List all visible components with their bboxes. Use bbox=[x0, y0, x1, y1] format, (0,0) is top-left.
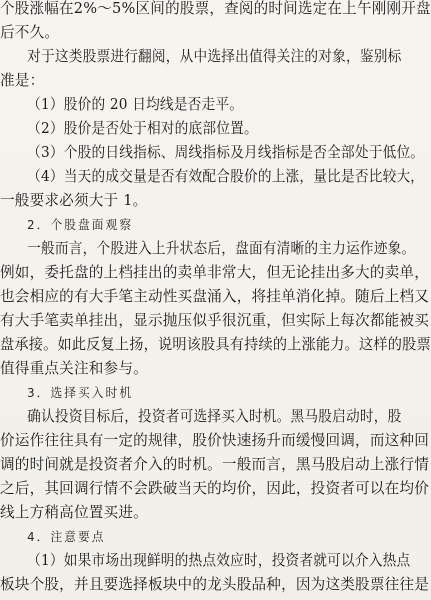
paragraph-line: 例如，委托盘的上档挂出的卖单非常大，但无论挂出多大的卖单， bbox=[0, 264, 430, 281]
section-heading: 3．选择买入时机 bbox=[27, 385, 134, 400]
paragraph-line: 也会相应的有大手笔主动性买盘涌入，将挂单消化掉。随后上档又 bbox=[0, 288, 430, 305]
paragraph-line: 确认投资目标后，投资者可选择买入时机。黑马股启动时，股 bbox=[27, 408, 402, 425]
paragraph-line: 板块个股，并且要选择板块中的龙头股品种，因为这类股票往往是 bbox=[0, 576, 430, 593]
paragraph-line: （1）如果市场出现鲜明的热点效应时，投资者就可以介入热点 bbox=[27, 552, 411, 569]
paragraph-line: 价运作往往具有一定的规律，股价快速扬升而缓慢回调，而这种回 bbox=[0, 432, 430, 449]
paragraph-line: 对于这类股票进行翻阅，从中选择出值得关注的对象，鉴别标 bbox=[27, 48, 402, 65]
paragraph-line: 一般要求必须大于 1。 bbox=[0, 192, 148, 209]
criteria-item: （3）个股的日线指标、周线指标及月线指标是否全部处于低位。 bbox=[27, 144, 425, 161]
paragraph-line: 后不久。 bbox=[0, 24, 60, 41]
criteria-item: （4）当天的成交量是否有效配合股价的上涨，量比是否比较大， bbox=[27, 168, 425, 185]
criteria-item: （2）股价是否处于相对的底部位置。 bbox=[27, 120, 258, 137]
paragraph-line: 线上方稍高位置买进。 bbox=[0, 504, 148, 521]
criteria-item: （1）股价的 20 日均线是否走平。 bbox=[27, 96, 244, 113]
paragraph-line: 一般而言，个股进入上升状态后，盘面有清晰的主力运作迹象。 bbox=[27, 240, 416, 257]
paragraph-line: 调的时间就是投资者介入的时机。一般而言，黑马股启动上涨行情 bbox=[0, 456, 430, 473]
paragraph-line: 之后，其回调行情不会跌破当天的均价，因此，投资者可以在均价 bbox=[0, 480, 430, 497]
paragraph-line: 有大手笔卖单挂出，显示抛压似乎很沉重，但实际上每次都能被买 bbox=[0, 312, 430, 329]
section-heading: 2．个股盘面观察 bbox=[27, 217, 134, 232]
paragraph-line: 盘承接。如此反复上扬，说明该股具有持续的上涨能力。这样的股票 bbox=[0, 336, 431, 353]
paragraph-line: 个股涨幅在2%～5%区间的股票，查阅的时间选定在上午刚刚开盘 bbox=[0, 0, 431, 17]
paragraph-line: 值得重点关注和参与。 bbox=[0, 360, 148, 377]
paragraph-line: 准是： bbox=[0, 72, 45, 89]
section-heading: 4．注意要点 bbox=[27, 529, 106, 544]
